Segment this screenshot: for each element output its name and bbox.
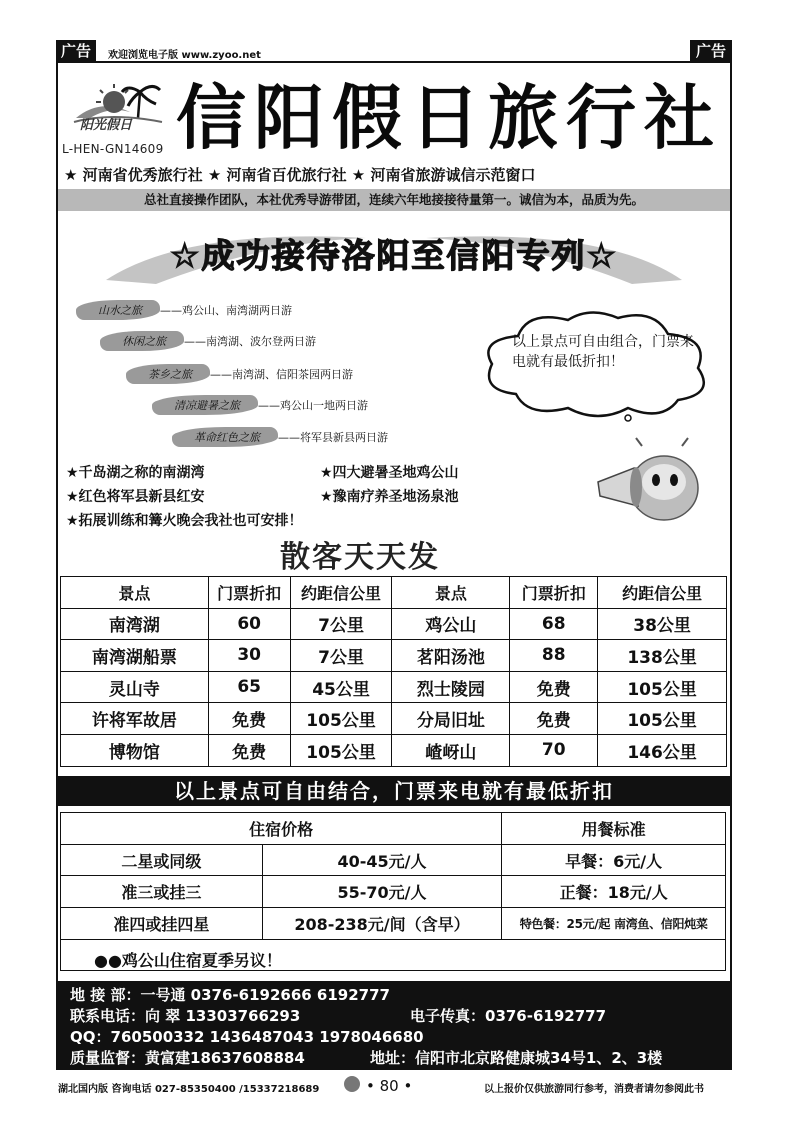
- table-row: [61, 640, 727, 672]
- cell: 38公里: [598, 608, 727, 640]
- cell: 105公里: [598, 703, 727, 735]
- cell: 南湾湖: [61, 608, 209, 640]
- col-header: 景点: [61, 577, 209, 609]
- cell: 烈士陵园: [392, 671, 510, 703]
- cell: 特色餐：25元/起 南湾鱼、信阳炖菜: [502, 908, 726, 940]
- intro-bar: 总社直接操作团队，本社优秀导游带团，连续六年地接接待量第一。诚信为本，品质为先。: [58, 189, 730, 211]
- col-header: 门票折扣: [208, 577, 290, 609]
- cell: 88: [510, 640, 598, 672]
- route-desc: ——南湾湖、波尔登两日游: [184, 335, 316, 348]
- col-header: 约距信公里: [290, 577, 392, 609]
- cell: 南湾湖船票: [61, 640, 209, 672]
- footer-left: 湖北国内版 咨询电话 027-85350400 /15337218689: [58, 1084, 320, 1095]
- table-row: [61, 703, 727, 735]
- route-desc: ——鸡公山一地两日游: [258, 399, 368, 412]
- megaphone-mascot-icon: [592, 436, 704, 528]
- contact-qq: QQ：760500332 1436487043 1978046680: [70, 1028, 424, 1046]
- summer-note: ●●鸡公山住宿夏季另议！: [94, 951, 282, 970]
- contact-hotline: 地 接 部：一号通 0376-6192666 6192777: [70, 986, 390, 1004]
- table-row: [61, 908, 726, 940]
- daily-departure-title: 散客天天发: [280, 540, 440, 575]
- cell: 60: [208, 608, 290, 640]
- cell: 嵖岈山: [392, 734, 510, 766]
- cell: 早餐：6元/人: [502, 844, 726, 876]
- cell: 7公里: [290, 608, 392, 640]
- route-item: [100, 331, 316, 351]
- cell: 二星或同级: [61, 844, 263, 876]
- cell: 30: [208, 640, 290, 672]
- ticket-table: [60, 576, 727, 767]
- headline-text: ☆成功接待洛阳至信阳专列☆: [169, 236, 619, 275]
- table-row: [61, 876, 726, 908]
- route-item: [152, 395, 368, 415]
- table-header-row: [61, 577, 727, 609]
- cell: 博物馆: [61, 734, 209, 766]
- highlight-item: ★拓展训练和篝火晚会我社也可安排！: [66, 513, 303, 529]
- route-theme: 茶乡之旅: [126, 364, 210, 384]
- honors-line: ★ 河南省优秀旅行社 ★ 河南省百优旅行社 ★ 河南省旅游诚信示范窗口: [64, 166, 536, 184]
- contact-address: 地址：信阳市北京路健康城34号1、2、3楼: [370, 1049, 663, 1067]
- headline-banner: [66, 222, 722, 296]
- ad-tag-left: 广告: [56, 40, 96, 62]
- cell: 分局旧址: [392, 703, 510, 735]
- cell: 55-70元/人: [262, 876, 502, 908]
- route-desc: ——将军县新县两日游: [278, 431, 388, 444]
- ad-tag-right: 广告: [690, 40, 732, 62]
- col-header: 景点: [392, 577, 510, 609]
- footer-right: 以上报价仅供旅游同行参考，消费者请勿参阅此书: [484, 1084, 704, 1095]
- cell: 免费: [510, 703, 598, 735]
- cell: 68: [510, 608, 598, 640]
- table-row: [61, 608, 727, 640]
- table-row: [61, 844, 726, 876]
- cell: 准四或挂四星: [61, 908, 263, 940]
- free-combo-bar: 以上景点可自由结合，门票来电就有最低折扣: [58, 776, 730, 806]
- cell: 146公里: [598, 734, 727, 766]
- cell: 许将军故居: [61, 703, 209, 735]
- cell: 105公里: [598, 671, 727, 703]
- logo-text: 阳光假日: [80, 118, 133, 133]
- route-desc: ——鸡公山、南湾湖两日游: [160, 304, 292, 317]
- contact-phone: 联系电话：向 翠 13303766293: [70, 1007, 301, 1025]
- highlight-item: ★千岛湖之称的南湖湾: [66, 465, 205, 481]
- table-header-row: [61, 813, 726, 845]
- cell: 65: [208, 671, 290, 703]
- contact-block: [58, 981, 730, 1069]
- cell: 208-238元/间（含早）: [262, 908, 502, 940]
- page-number: • 80 •: [366, 1077, 413, 1095]
- col-header: 门票折扣: [510, 577, 598, 609]
- route-item: [126, 364, 353, 384]
- cell: 正餐：18元/人: [502, 876, 726, 908]
- agency-name: 信阳假日旅行社: [176, 77, 722, 159]
- highlight-item: ★四大避暑圣地鸡公山: [320, 465, 459, 481]
- cell: 40-45元/人: [262, 844, 502, 876]
- col-header: 用餐标准: [502, 813, 726, 845]
- license-number: L-HEN-GN14609: [62, 142, 164, 156]
- cell: 70: [510, 734, 598, 766]
- col-header: 住宿价格: [61, 813, 502, 845]
- table-row: [61, 734, 727, 766]
- col-header: 约距信公里: [598, 577, 727, 609]
- route-item: [76, 300, 292, 320]
- route-theme: 革命红色之旅: [172, 427, 278, 447]
- cell: 准三或挂三: [61, 876, 263, 908]
- contact-supervision: 质量监督：黄富建18637608884: [70, 1049, 305, 1067]
- table-row: [61, 671, 727, 703]
- page-badge-icon: [344, 1076, 360, 1092]
- cell: 灵山寺: [61, 671, 209, 703]
- cell: 茗阳汤池: [392, 640, 510, 672]
- cell: 138公里: [598, 640, 727, 672]
- cloud-note: 以上景点可自由组合，门票来电就有最低折扣！: [512, 334, 694, 370]
- route-theme: 休闲之旅: [100, 331, 184, 351]
- cell: 免费: [208, 703, 290, 735]
- cell: 鸡公山: [392, 608, 510, 640]
- cell: 45公里: [290, 671, 392, 703]
- route-theme: 山水之旅: [76, 300, 160, 320]
- contact-fax: 电子传真：0376-6192777: [410, 1007, 607, 1025]
- route-desc: ——南湾湖、信阳茶园两日游: [210, 368, 353, 381]
- site-url[interactable]: 欢迎浏览电子版 www.zyoo.net: [108, 50, 261, 61]
- cell: 免费: [208, 734, 290, 766]
- cell: 105公里: [290, 703, 392, 735]
- cell: 免费: [510, 671, 598, 703]
- route-item: [172, 427, 388, 447]
- route-theme: 清凉避暑之旅: [152, 395, 258, 415]
- cell: 7公里: [290, 640, 392, 672]
- cell: 105公里: [290, 734, 392, 766]
- highlight-item: ★豫南疗养圣地汤泉池: [320, 489, 459, 505]
- highlight-item: ★红色将军县新县红安: [66, 489, 205, 505]
